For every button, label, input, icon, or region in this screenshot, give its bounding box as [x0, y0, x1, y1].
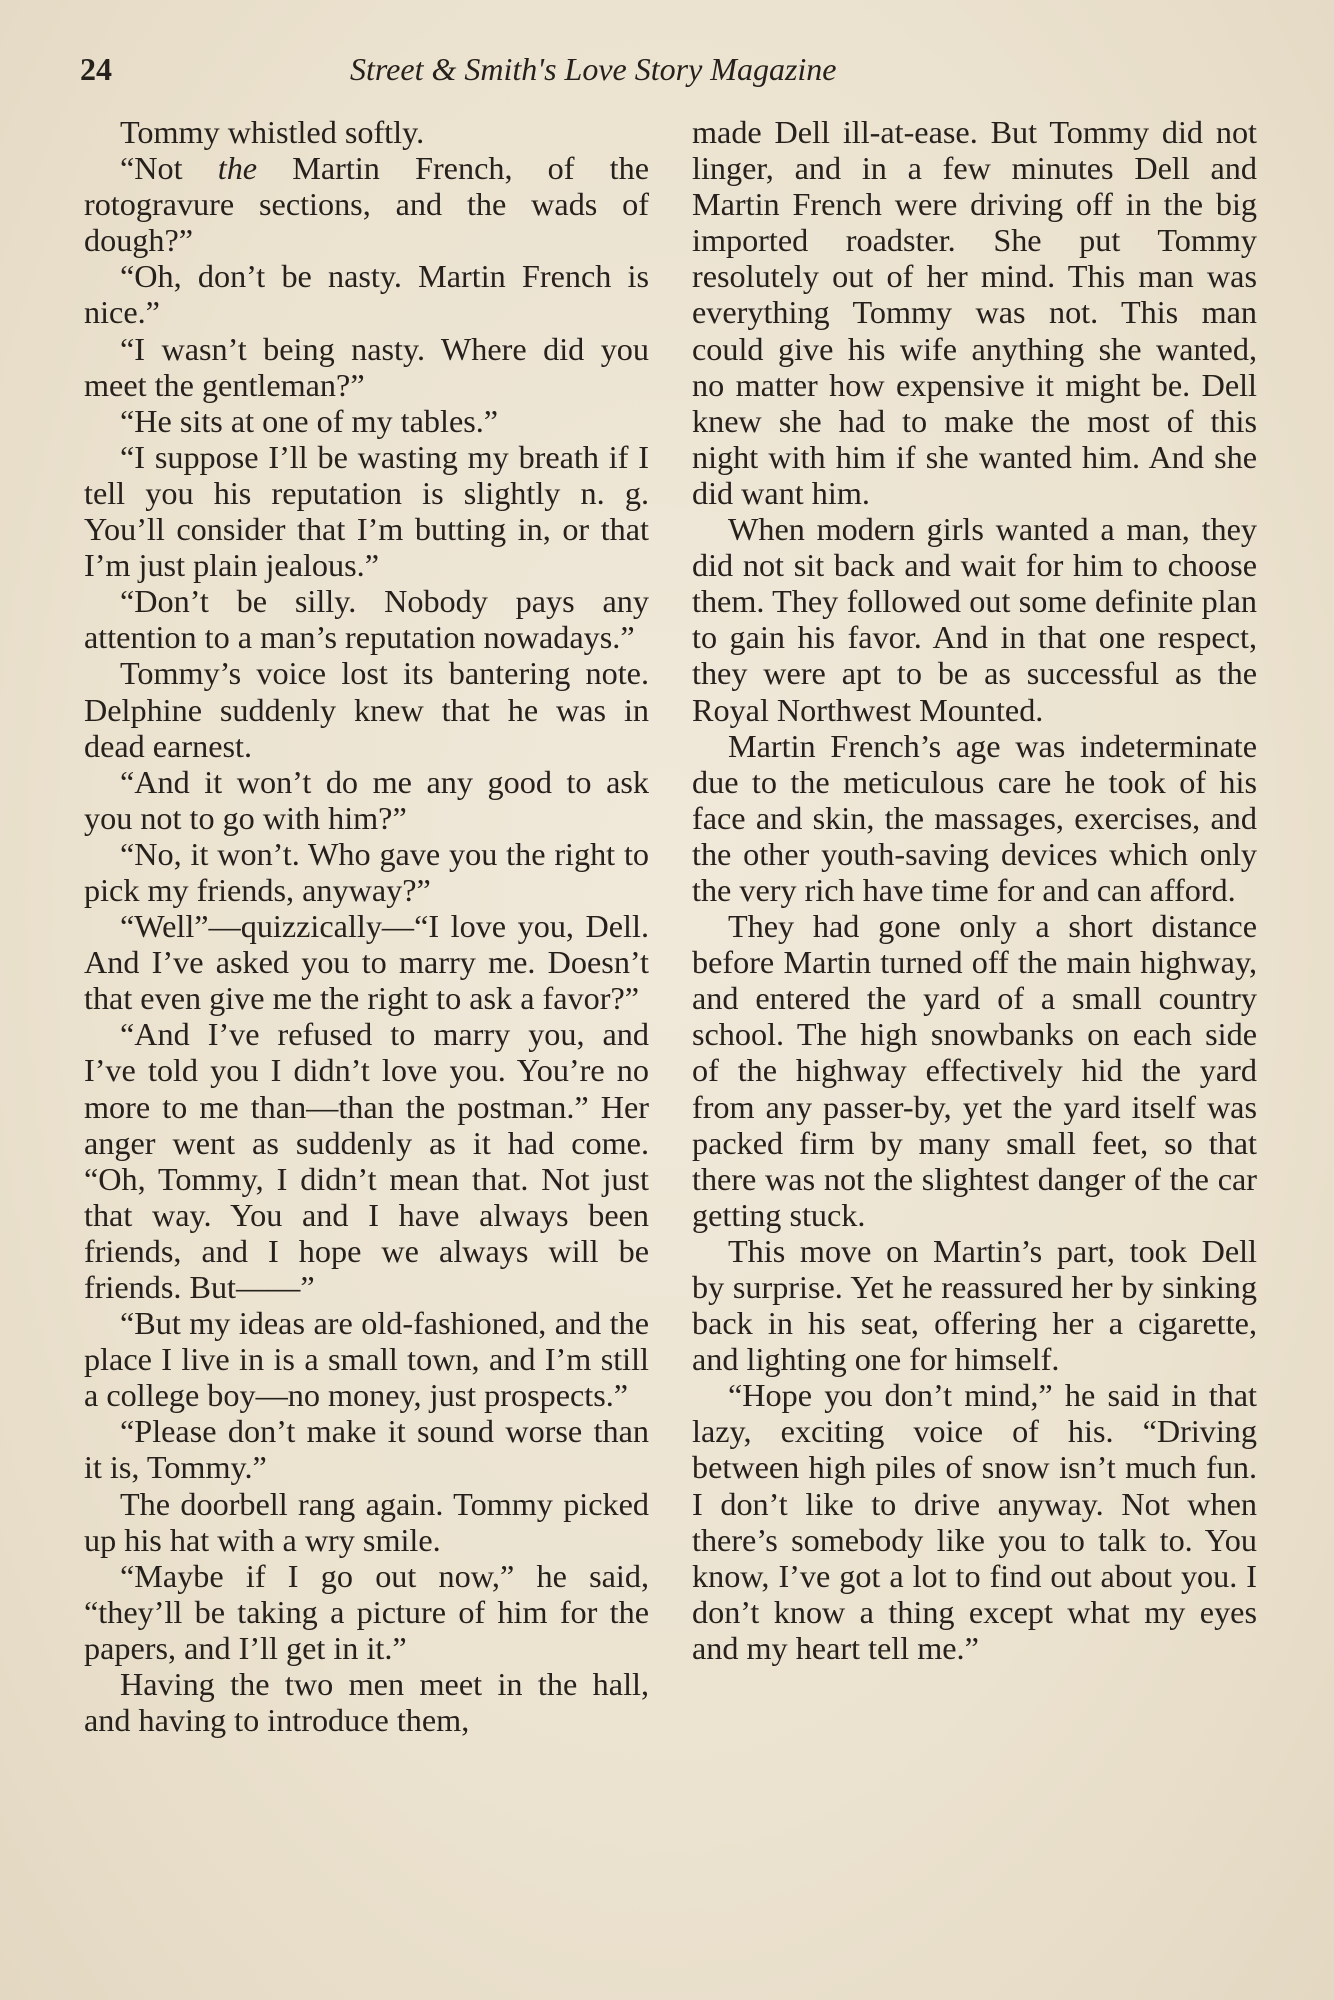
paragraph: “Well”—quizzically—“I love you, Dell. And I’ve asked you to marry me. Doesn’t that even give me the right to ask a favor?”	[84, 908, 649, 1017]
paragraph: Martin French’s age was indeterminate due to the meticulous care he took of his face and skin, the massages, exercises, and the other youth-saving devices which only the very rich have time for and can afford.	[692, 727, 1257, 908]
paragraph-continued: made Dell ill-at-ease. But Tommy did not linger, and in a few minutes Dell and Martin French were driving off in the big imported roadster. She put Tommy resolutely out of her mind. This man was everything Tommy was not. This man could give his wife anything she wanted, no matter how expensive it might be. Dell knew she had to make the most of this night with him if she wanted him. And she did want him.	[692, 114, 1257, 511]
paragraph: They had gone only a short distance before Martin turned off the main highway, and entered the yard of a small country school. The high snowbanks on each side of the highway effectively hid the yard from any passer-by, yet the yard itself was packed firm by many small feet, so that there was not the slightest danger of the car getting stuck.	[692, 908, 1257, 1233]
paragraph: “He sits at one of my tables.”	[120, 402, 499, 439]
paragraph: “And it won’t do me any good to ask you not to go with him?”	[84, 763, 649, 836]
paragraph: Tommy’s voice lost its bantering note. Delphine suddenly knew that he was in dead earnest.	[84, 655, 649, 764]
magazine-title: Street & Smith's Love Story Magazine	[350, 51, 837, 87]
paragraph: “I wasn’t being nasty. Where did you meet the gentleman?”	[84, 330, 649, 403]
page-number: 24	[80, 51, 112, 87]
paragraph: Having the two men meet in the hall, and having to introduce them,	[84, 1666, 649, 1739]
paragraph: “Maybe if I go out now,” he said, “they’ll be taking a picture of him for the papers, and I’ll get in it.”	[84, 1557, 649, 1666]
paragraph: “And I’ve refused to marry you, and I’ve told you I didn’t love you. You’re no more to me than—than the postman.” Her anger went as suddenly as it had come. “Oh, Tommy, I didn’t mean that. Not just that way. You and I have always been friends, and I hope we always will be friends. But——”	[84, 1016, 649, 1305]
paragraph: The doorbell rang again. Tommy picked up his hat with a wry smile.	[84, 1485, 649, 1558]
page-header	[80, 44, 1260, 94]
paragraph: This move on Martin’s part, took Dell by surprise. Yet he reassured her by sinking back in his seat, offering her a cigarette, and lighting one for himself.	[692, 1232, 1257, 1378]
paragraph: “Oh, don’t be nasty. Martin French is nice.”	[84, 258, 649, 331]
paragraph: When modern girls wanted a man, they did not sit back and wait for him to choose them. They followed out some definite plan to gain his favor. And in that one respect, they were apt to be as successful as the Royal Northwest Mounted.	[692, 511, 1257, 728]
paragraph: “I suppose I’ll be wasting my breath if I tell you his reputation is slightly n. g. You’ll consider that I’m butting in, or that I’m just plain jealous.”	[84, 438, 649, 584]
right-column	[692, 114, 1257, 1666]
paragraph: “Not the Martin French, of the rotogravure sections, and the wads of dough?”	[84, 150, 649, 259]
paragraph: “No, it won’t. Who gave you the right to pick my friends, anyway?”	[84, 835, 649, 908]
paragraph: “Please don’t make it sound worse than it is, Tommy.”	[84, 1413, 649, 1486]
left-column	[84, 114, 649, 1738]
paragraph: Tommy whistled softly.	[120, 114, 425, 150]
paragraph: “Don’t be silly. Nobody pays any attention to a man’s reputation nowadays.”	[84, 583, 649, 656]
paragraph: “But my ideas are old-fashioned, and the place I live in is a small town, and I’m still a college boy—no money, just prospects.”	[84, 1305, 649, 1414]
paragraph: “Hope you don’t mind,” he said in that lazy, exciting voice of his. “Driving between high piles of snow isn’t much fun. I don’t like to drive anyway. Not when there’s somebody like you to talk to. You know, I’ve got a lot to find out about you. I don’t know a thing except what my eyes and my heart tell me.”	[692, 1377, 1257, 1666]
